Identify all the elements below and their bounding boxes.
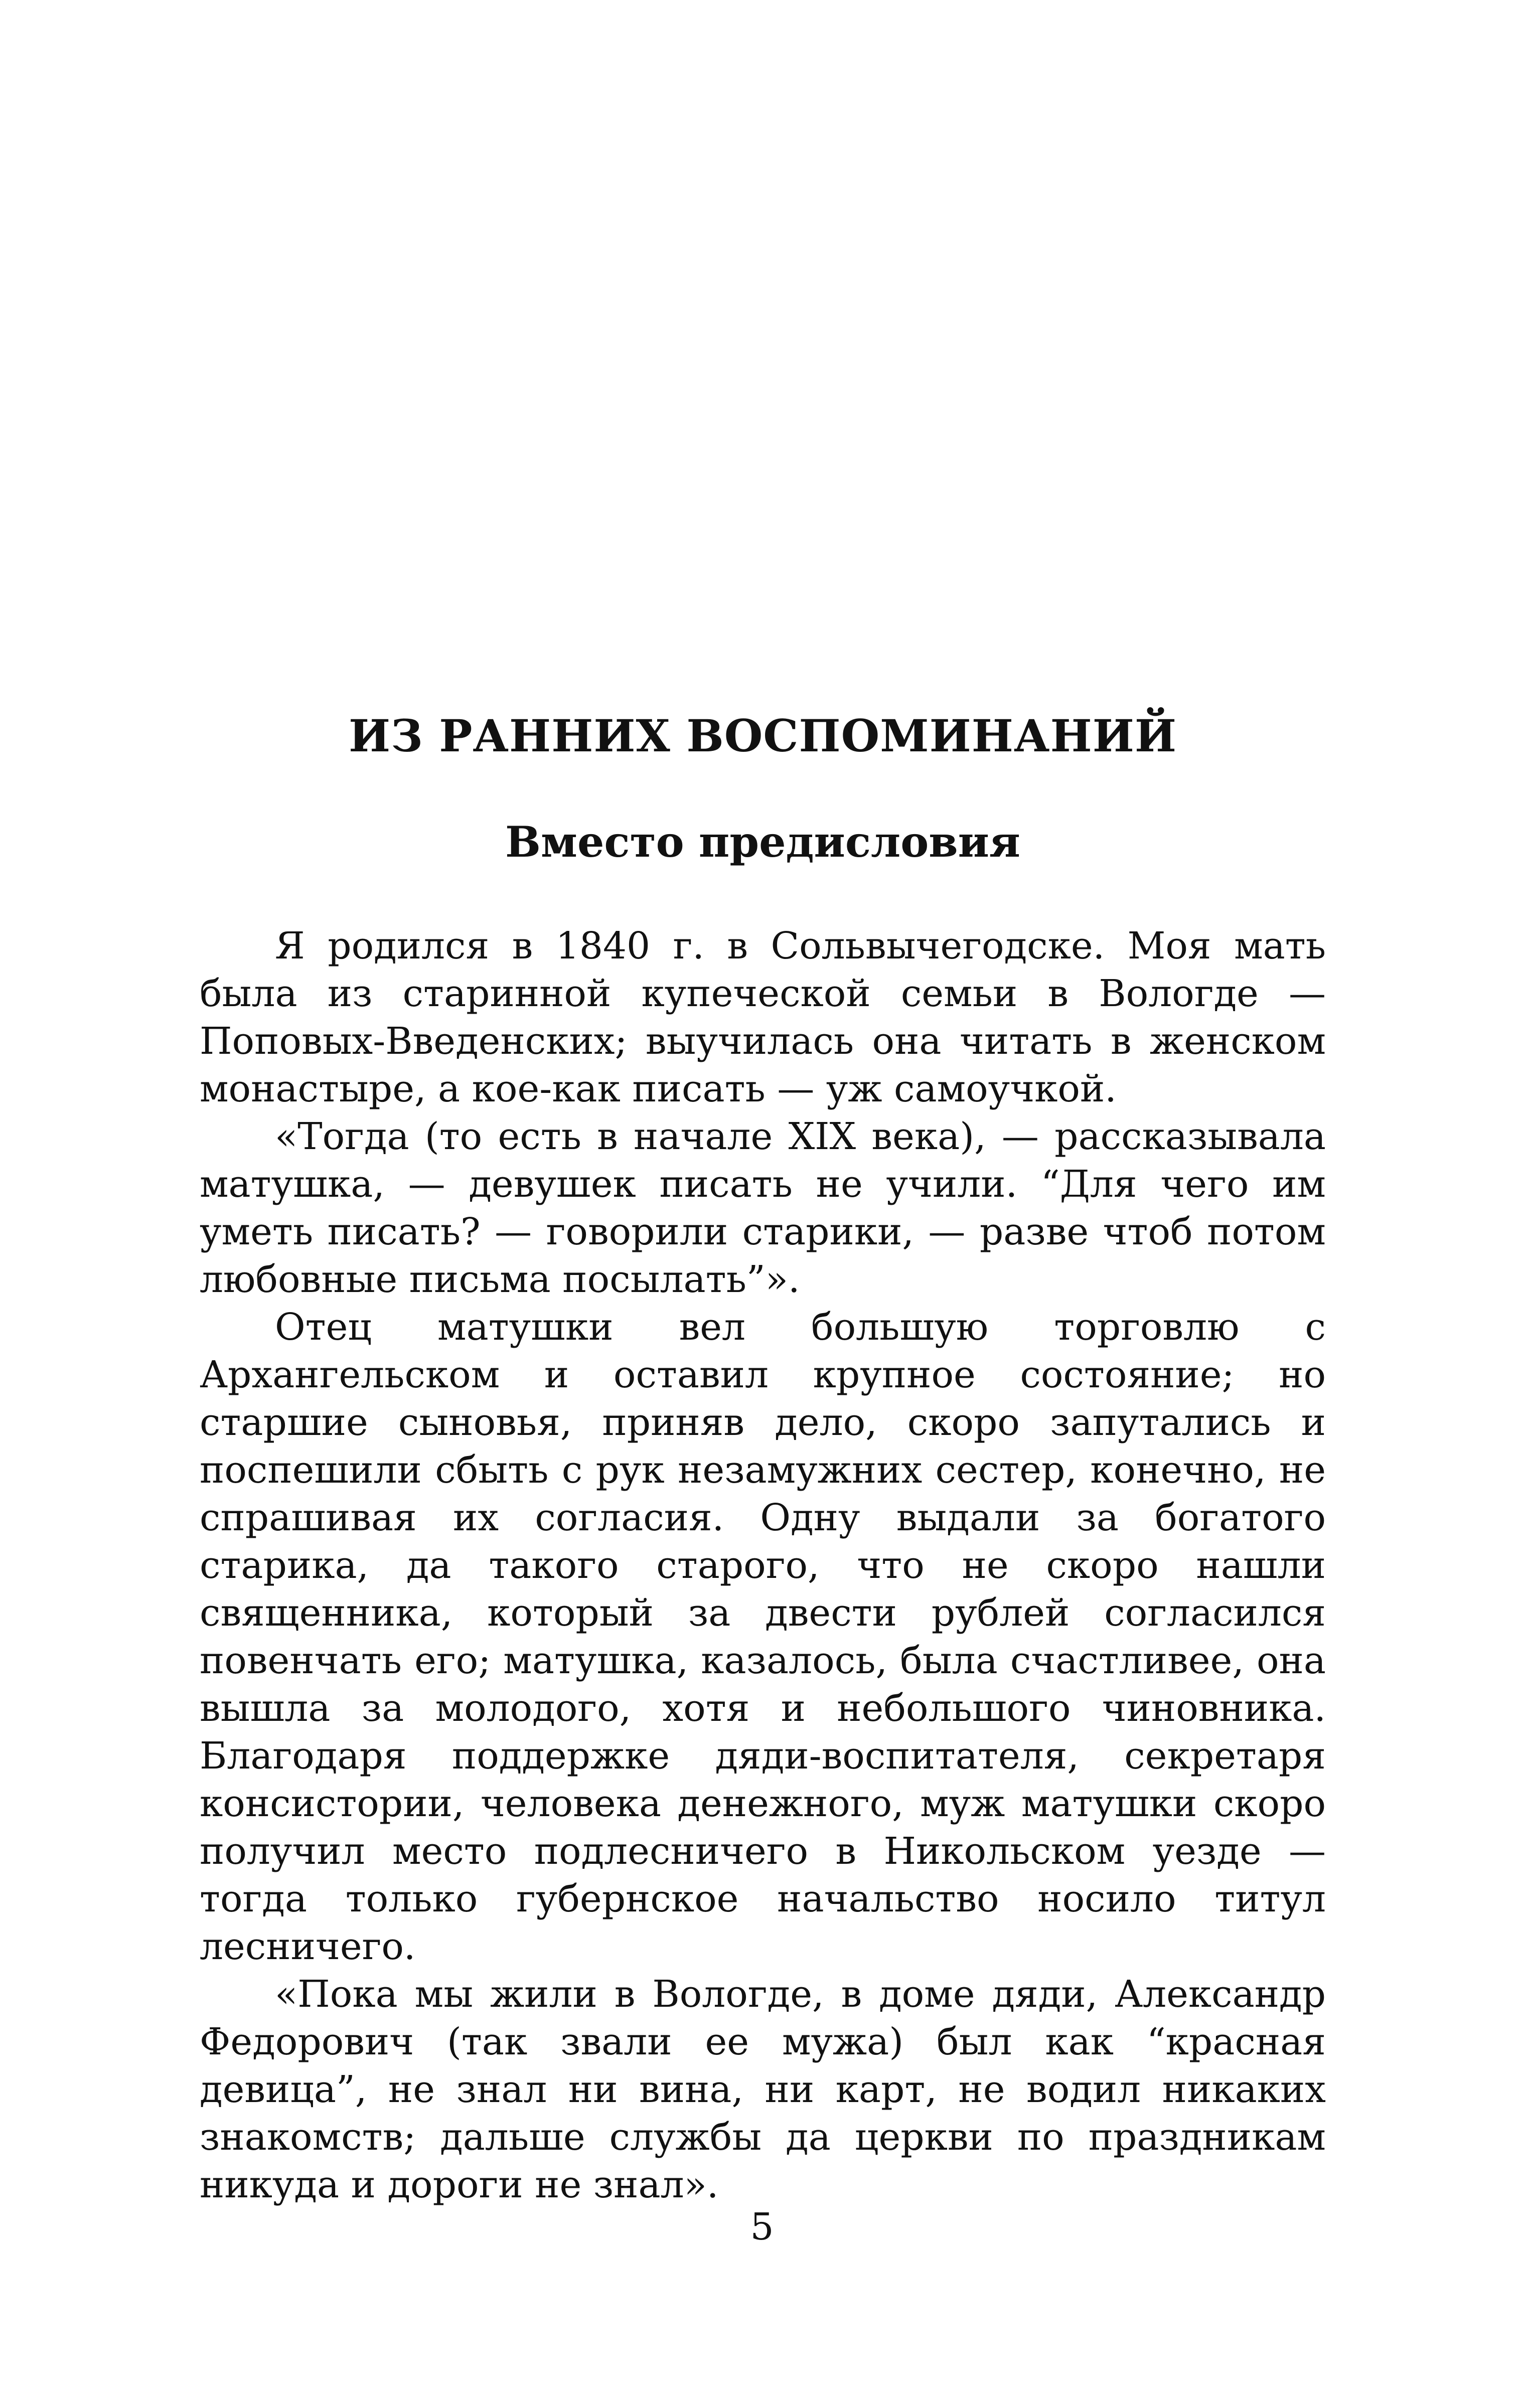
- body-text: [200, 922, 1326, 2209]
- paragraph: Отец матушки вел большую торговлю с Архангельском и оставил крупное состояние; но старшие сыновья, приняв дело, скоро запутались и поспешили сбыть с рук незамужних сестер, конечно, не спрашивая их согласия. Одну выдали за богатого старика, да такого старого, что не скоро нашли священника, который за двести рублей согласился повенчать его; матушка, казалось, была счастливее, она вышла за молодого, хотя и небольшого чиновника. Благодаря поддержке дяди-воспитателя, секретаря консистории, человека денежного, муж матушки скоро получил место подлесничего в Никольском уезде — тогда только губернское начальство носило титул лесничего.: [200, 1306, 1326, 1969]
- text-block: [200, 710, 1326, 2209]
- chapter-subtitle: Вместо предисловия: [505, 817, 1020, 867]
- paragraph: «Пока мы жили в Вологде, в доме дяди, Александр Федорович (так звали ее мужа) был как “красная девица”, не знал ни вина, ни карт, не водил никаких знакомств; дальше службы да церкви по праздникам никуда и дороги не знал».: [200, 1973, 1326, 2207]
- paragraph: «Тогда (то есть в начале XIX века), — рассказывала матушка, — девушек писать не учили. “Для чего им уметь писать? — говорили старики, — разве чтоб потом любовные письма посылать”».: [200, 1115, 1326, 1302]
- paragraph: Я родился в 1840 г. в Сольвычегодске. Моя мать была из старинной купеческой семьи в Вологде — Поповых-Введенских; выучилась она читать в женском монастыре, а кое-как писать — уж самоучкой.: [200, 924, 1326, 1111]
- chapter-title: ИЗ РАННИХ ВОСПОМИНАНИЙ: [348, 710, 1177, 762]
- page-number: 5: [750, 2205, 774, 2249]
